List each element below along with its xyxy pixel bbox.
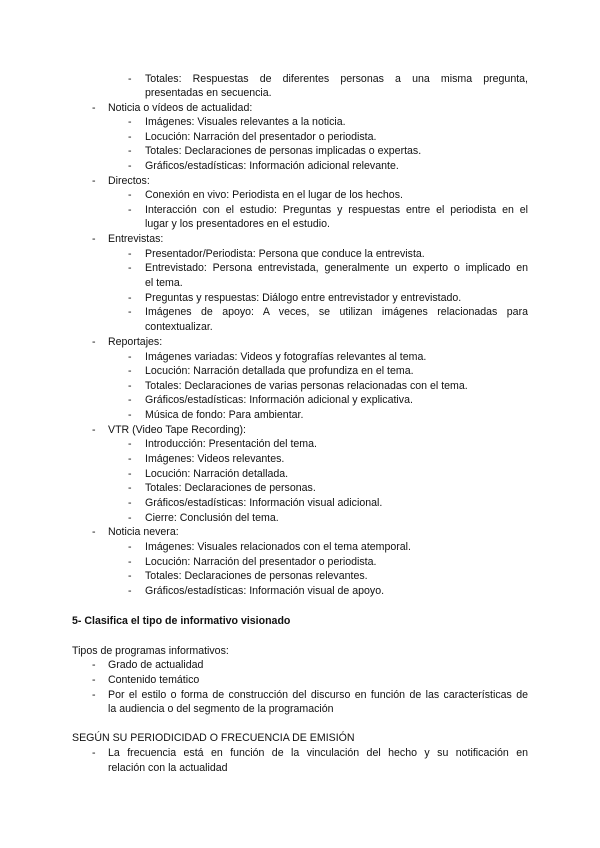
- list-dash: -: [92, 689, 96, 701]
- list-item-continuation: la audiencia o del segmento de la programación: [108, 703, 334, 715]
- list-item: Preguntas y respuestas: Diálogo entre entrevistador y entrevistado.: [145, 292, 462, 304]
- list-dash: -: [128, 189, 132, 201]
- list-item: Cierre: Conclusión del tema.: [145, 512, 279, 524]
- list-item: Contenido temático: [108, 674, 200, 686]
- list-item: Entrevistas:: [108, 233, 164, 245]
- list-dash: -: [128, 306, 132, 318]
- list-dash: -: [128, 497, 132, 509]
- list-dash: -: [128, 248, 132, 260]
- list-dash: -: [128, 292, 132, 304]
- list-item: Gráficos/estadísticas: Información adicional relevante.: [145, 160, 399, 172]
- list-dash: -: [92, 175, 96, 187]
- list-item: La frecuencia está en función de la vinculación del hecho y su notificación en: [108, 747, 528, 759]
- list-dash: -: [92, 526, 96, 538]
- list-dash: -: [92, 336, 96, 348]
- list-dash: -: [92, 102, 96, 114]
- list-dash: -: [128, 73, 132, 85]
- list-dash: -: [128, 438, 132, 450]
- list-item: Gráficos/estadísticas: Información visual adicional.: [145, 497, 383, 509]
- list-dash: -: [92, 747, 96, 759]
- list-item: Música de fondo: Para ambientar.: [145, 409, 304, 421]
- list-item: Conexión en vivo: Periodista en el lugar de los hechos.: [145, 189, 403, 201]
- list-dash: -: [128, 482, 132, 494]
- list-item: Totales: Declaraciones de personas relevantes.: [145, 570, 368, 582]
- list-dash: -: [128, 116, 132, 128]
- list-dash: -: [92, 424, 96, 436]
- list-dash: -: [128, 541, 132, 553]
- list-item: Locución: Narración del presentador o periodista.: [145, 556, 377, 568]
- list-item: Gráficos/estadísticas: Información adicional y explicativa.: [145, 394, 413, 406]
- list-item: Directos:: [108, 175, 150, 187]
- list-item: Totales: Declaraciones de varias personas relacionadas con el tema.: [145, 380, 468, 392]
- list-item: Entrevistado: Persona entrevistada, generalmente un experto o implicado en: [145, 262, 528, 274]
- list-dash: -: [128, 468, 132, 480]
- list-dash: -: [128, 365, 132, 377]
- list-item: Por el estilo o forma de construcción del discurso en función de las características de: [108, 689, 528, 701]
- list-dash: -: [128, 380, 132, 392]
- list-dash: -: [92, 659, 96, 671]
- list-item: Imágenes de apoyo: A veces, se utilizan imágenes relacionadas para: [145, 306, 528, 318]
- types-intro: Tipos de programas informativos:: [72, 645, 229, 657]
- list-item-continuation: contextualizar.: [145, 321, 213, 333]
- list-dash: -: [128, 131, 132, 143]
- list-dash: -: [128, 262, 132, 274]
- list-item: VTR (Video Tape Recording):: [108, 424, 246, 436]
- list-item-continuation: lugar y los presentadores en el estudio.: [145, 218, 330, 230]
- list-item: Reportajes:: [108, 336, 163, 348]
- list-item-continuation: el tema.: [145, 277, 183, 289]
- list-item: Locución: Narración detallada.: [145, 468, 289, 480]
- list-item: Totales: Respuestas de diferentes personas a una misma pregunta,: [145, 73, 528, 85]
- list-item-continuation: presentadas en secuencia.: [145, 87, 272, 99]
- list-dash: -: [128, 453, 132, 465]
- list-item: Noticia o vídeos de actualidad:: [108, 102, 253, 114]
- list-item: Imágenes: Videos relevantes.: [145, 453, 285, 465]
- list-dash: -: [128, 585, 132, 597]
- list-item: Locución: Narración del presentador o periodista.: [145, 131, 377, 143]
- list-dash: -: [92, 233, 96, 245]
- list-dash: -: [128, 204, 132, 216]
- list-item: Gráficos/estadísticas: Información visual de apoyo.: [145, 585, 385, 597]
- list-item: Imágenes variadas: Videos y fotografías relevantes al tema.: [145, 351, 427, 363]
- list-item: Locución: Narración detallada que profundiza en el tema.: [145, 365, 414, 377]
- list-dash: -: [128, 351, 132, 363]
- list-item: Introducción: Presentación del tema.: [145, 438, 317, 450]
- list-item: Noticia nevera:: [108, 526, 179, 538]
- list-item-continuation: relación con la actualidad: [108, 762, 228, 774]
- list-item: Interacción con el estudio: Preguntas y respuestas entre el periodista en el: [145, 204, 528, 216]
- list-dash: -: [128, 394, 132, 406]
- list-dash: -: [128, 160, 132, 172]
- list-item: Imágenes: Visuales relacionados con el tema atemporal.: [145, 541, 411, 553]
- section-heading: 5- Clasifica el tipo de informativo visionado: [72, 615, 291, 627]
- subsection-heading: SEGÚN SU PERIODICIDAD O FRECUENCIA DE EMISIÓN: [72, 732, 355, 744]
- list-item: Grado de actualidad: [108, 659, 204, 671]
- list-dash: -: [128, 145, 132, 157]
- list-item: Totales: Declaraciones de personas implicadas o expertas.: [145, 145, 422, 157]
- list-dash: -: [128, 409, 132, 421]
- list-item: Imágenes: Visuales relevantes a la noticia.: [145, 116, 346, 128]
- list-item: Totales: Declaraciones de personas.: [145, 482, 316, 494]
- list-dash: -: [92, 674, 96, 686]
- list-dash: -: [128, 512, 132, 524]
- list-dash: -: [128, 570, 132, 582]
- list-item: Presentador/Periodista: Persona que conduce la entrevista.: [145, 248, 425, 260]
- list-dash: -: [128, 556, 132, 568]
